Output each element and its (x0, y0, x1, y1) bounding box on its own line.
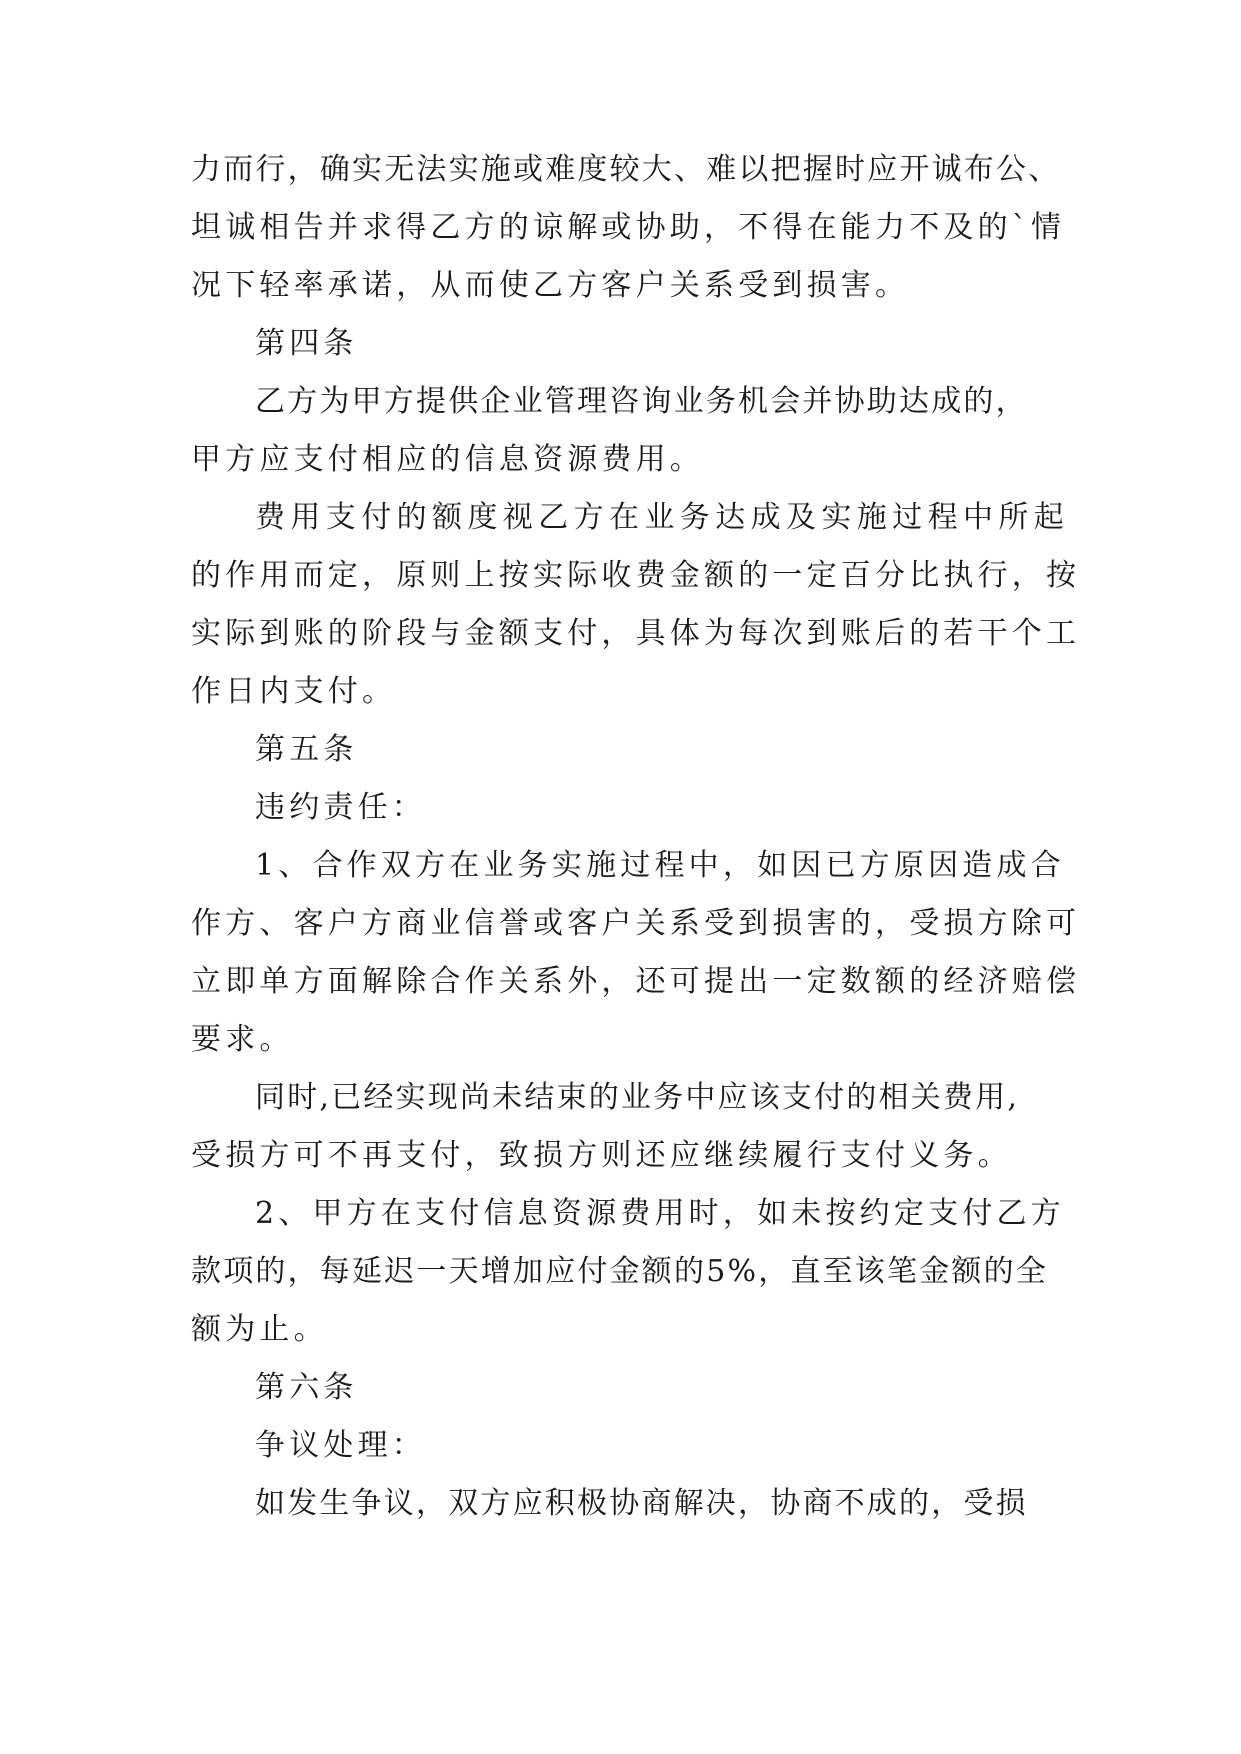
text-line: 坦诚相告并求得乙方的谅解或协助，不得在能力不及的`情 (191, 210, 1066, 245)
text-line: 力而行，确实无法实施或难度较大、难以把握时应开诚布公、 (191, 152, 1061, 187)
text-line: 费用支付的额度视乙方在业务达成及实施过程中所起 (255, 500, 1070, 535)
text-line: 受损方可不再支付，致损方则还应继续履行支付义务。 (191, 1138, 1012, 1173)
text-line: 况下轻率承诺，从而使乙方客户关系受到损害。 (191, 268, 910, 303)
text-line: 款项的，每延迟一天增加应付金额的5%，直至该笔金额的全 (191, 1254, 1048, 1289)
text-line: 要求。 (191, 1022, 294, 1057)
text-line: 2、甲方在支付信息资源费用时，如未按约定支付乙方 (255, 1196, 1065, 1231)
text-line: 作方、客户方商业信誉或客户关系受到损害的，受损方除可 (191, 906, 1081, 941)
text-line: 额为止。 (191, 1312, 328, 1347)
text-line: 作日内支付。 (191, 674, 397, 709)
article-heading: 第五条 (255, 732, 358, 767)
article-heading: 第六条 (255, 1370, 358, 1405)
text-line: 甲方应支付相应的信息资源费用。 (191, 442, 704, 477)
text-line: 乙方为甲方提供企业管理咨询业务机会并协助达成的， (255, 384, 1028, 419)
text-line: 的作用而定，原则上按实际收费金额的一定百分比执行，按 (191, 558, 1081, 593)
section-heading: 争议处理： (255, 1428, 426, 1463)
text-line: 1、合作双方在业务实施过程中，如因已方原因造成合 (255, 848, 1065, 883)
article-heading: 第四条 (255, 326, 358, 361)
text-line: 如发生争议，双方应积极协商解决，协商不成的，受损 (255, 1486, 1028, 1521)
text-line: 同时,已经实现尚未结束的业务中应该支付的相关费用, (255, 1080, 1020, 1115)
text-line: 立即单方面解除合作关系外，还可提出一定数额的经济赔偿 (191, 964, 1081, 999)
section-heading: 违约责任： (255, 790, 426, 825)
text-line: 实际到账的阶段与金额支付，具体为每次到账后的若干个工 (191, 616, 1081, 651)
